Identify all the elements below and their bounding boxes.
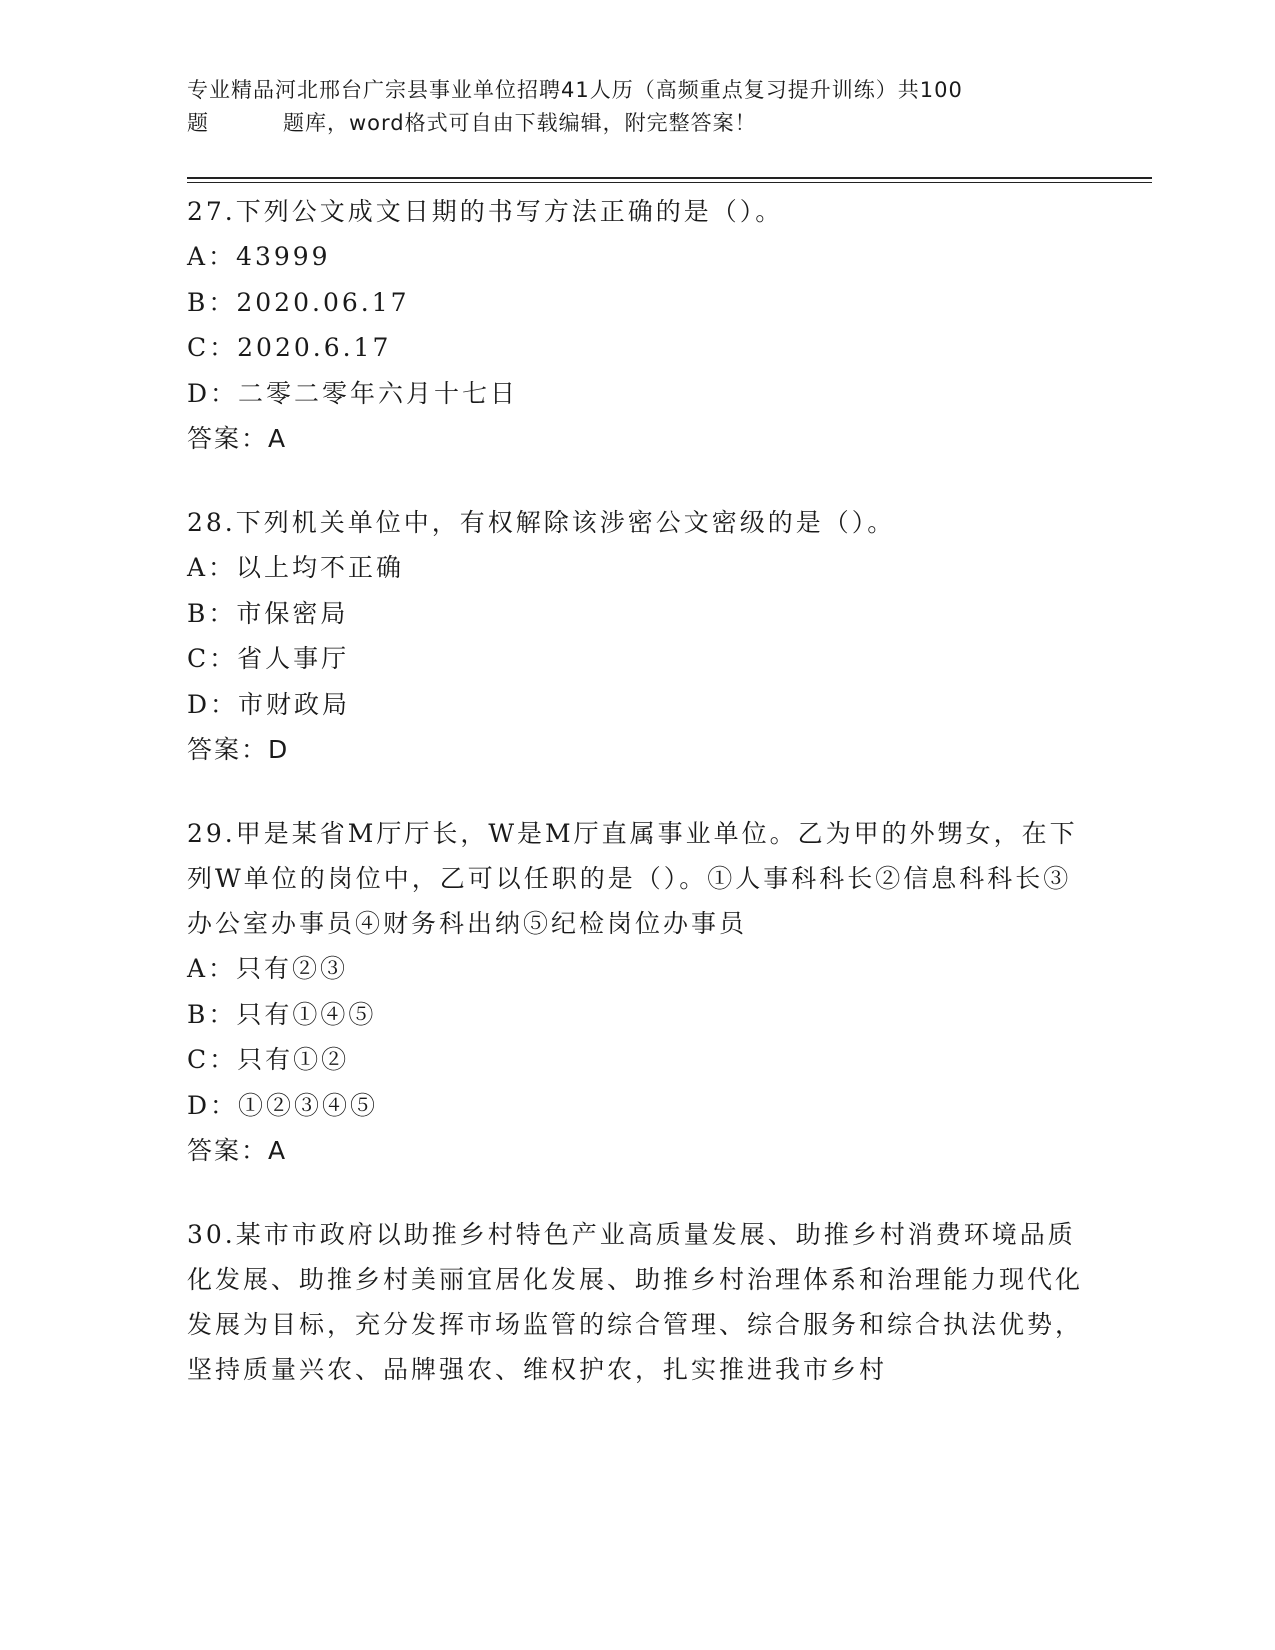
- option-c: C：2020.6.17: [187, 333, 392, 362]
- question-text: 28.下列机关单位中，有权解除该涉密公文密级的是（）。: [187, 508, 896, 537]
- header-title-line-1: 专业精品河北邢台广宗县事业单位招聘41人历（高频重点复习提升训练）共100: [187, 78, 963, 102]
- question-27: [187, 189, 1087, 461]
- option-b: B：市保密局: [187, 598, 349, 628]
- option-d: D：二零二零年六月十七日: [187, 378, 519, 408]
- question-30: [187, 1212, 1087, 1392]
- question-list: [187, 189, 1087, 1431]
- header-title-line-2-right: 题库，word格式可自由下载编辑，附完整答案！: [283, 111, 757, 135]
- answer-line: 答案：A: [187, 424, 288, 453]
- header-title-line-2: [187, 107, 1067, 140]
- option-d: D：①②③④⑤: [187, 1090, 379, 1120]
- option-a: A：以上均不正确: [187, 553, 405, 582]
- option-b: B：2020.06.17: [187, 287, 410, 317]
- question-29: [187, 811, 1087, 1173]
- option-a: A：只有②③: [187, 954, 349, 983]
- option-a: A：43999: [187, 242, 331, 271]
- question-text: 27.下列公文成文日期的书写方法正确的是（）。: [187, 197, 784, 226]
- header-divider-thick: [187, 177, 1152, 179]
- answer-line: 答案：A: [187, 1136, 288, 1165]
- question-text: 30.某市市政府以助推乡村特色产业高质量发展、助推乡村消费环境品质化发展、助推乡村美丽宜居化发展、助推乡村治理体系和治理能力现代化发展为目标，充分发挥市场监管的综合管理、综合服务和综合执法优势，坚持质量兴农、品牌强农、维权护农，扎实推进我市乡村: [187, 1220, 1084, 1384]
- question-28: [187, 500, 1087, 772]
- answer-line: 答案：D: [187, 735, 290, 764]
- question-text: 29.甲是某省M厅厅长，W是M厅直属事业单位。乙为甲的外甥女，在下列W单位的岗位中，乙可以任职的是（）。①人事科科长②信息科科长③办公室办事员④财务科出纳⑤纪检岗位办事员: [187, 819, 1078, 938]
- option-b: B：只有①④⑤: [187, 999, 377, 1029]
- option-c: C：只有①②: [187, 1045, 350, 1074]
- document-header: [187, 74, 1067, 140]
- header-divider-thin: [187, 182, 1152, 183]
- option-c: C：省人事厅: [187, 644, 350, 673]
- option-d: D：市财政局: [187, 689, 351, 719]
- header-title-line-2-left: 题: [187, 111, 209, 135]
